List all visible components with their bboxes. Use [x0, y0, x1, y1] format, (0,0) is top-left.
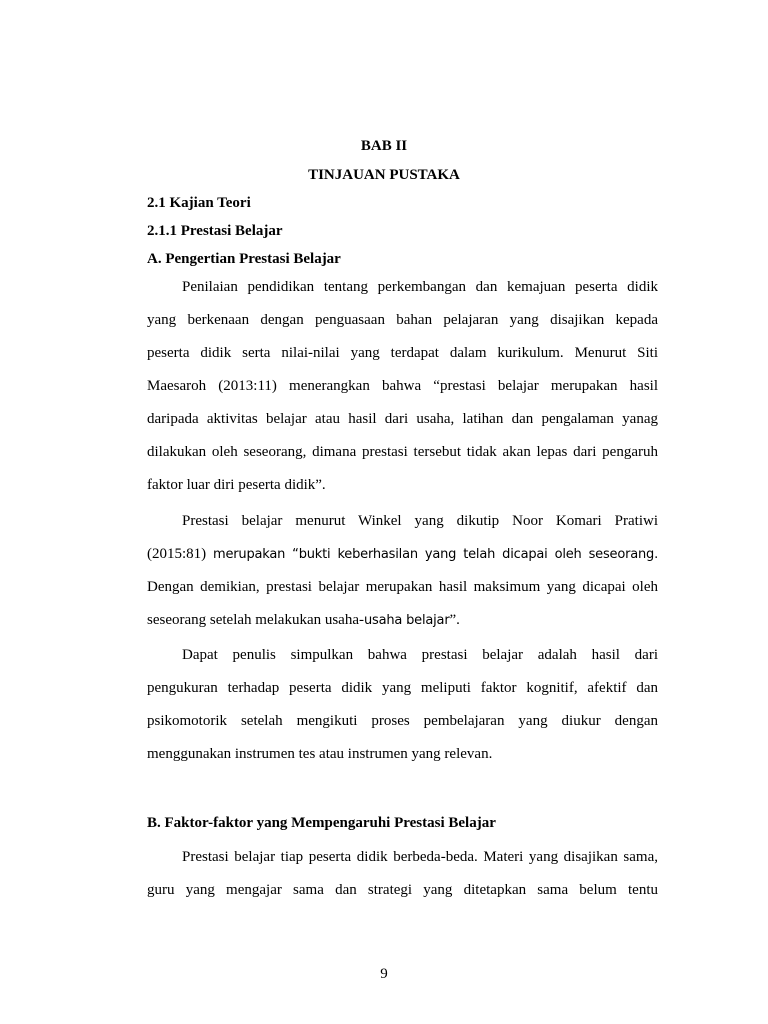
paragraph-line: daripada aktivitas belajar atau hasil dari usaha, latihan dan pengalaman yanag — [147, 411, 658, 427]
paragraph-line: menggunakan instrumen tes atau instrumen yang relevan. — [147, 746, 493, 762]
heading-a: A. Pengertian Prestasi Belajar — [147, 251, 341, 267]
paragraph-line: Dengan demikian, prestasi belajar merupakan hasil maksimum yang dicapai oleh — [147, 579, 658, 595]
paragraph-line: pengukuran terhadap peserta didik yang meliputi faktor kognitif, afektif dan — [147, 680, 658, 696]
quote-text: seseorang setelah melakukan usaha- — [147, 612, 364, 628]
paragraph-4 — [147, 847, 658, 913]
quote-text-sans: usaha belajar — [364, 613, 450, 628]
chapter-title: TINJAUAN PUSTAKA — [308, 167, 460, 183]
paragraph-line: Prestasi belajar menurut Winkel yang dikutip Noor Komari Pratiwi — [182, 513, 658, 529]
citation-year: (2015:81) — [147, 546, 207, 562]
paragraph-line — [147, 610, 658, 643]
paragraph-line: Dapat penulis simpulkan bahwa prestasi belajar adalah hasil dari — [182, 647, 658, 663]
subsection-heading: 2.1.1 Prestasi Belajar — [147, 223, 283, 239]
paragraph-line — [147, 544, 658, 577]
paragraph-line: dilakukan oleh seseorang, dimana prestasi tersebut tidak akan lepas dari pengaruh — [147, 444, 658, 460]
paragraph-line: peserta didik serta nilai-nilai yang terdapat dalam kurikulum. Menurut Siti — [147, 345, 658, 361]
chapter-label: BAB II — [360, 138, 408, 154]
paragraph-line: Prestasi belajar tiap peserta didik berbeda-beda. Materi yang disajikan sama, — [182, 849, 658, 865]
paragraph-1 — [147, 277, 658, 508]
page-number: 9 — [380, 966, 388, 982]
paragraph-line: Maesaroh (2013:11) menerangkan bahwa “prestasi belajar merupakan hasil — [147, 378, 658, 394]
paragraph-3 — [147, 645, 658, 777]
paragraph-line: yang berkenaan dengan penguasaan bahan pelajaran yang disajikan kepada — [147, 312, 658, 328]
paragraph-2 — [147, 511, 658, 643]
quote-close: ”. — [449, 612, 460, 628]
heading-b: B. Faktor-faktor yang Mempengaruhi Prestasi Belajar — [147, 815, 496, 831]
section-heading: 2.1 Kajian Teori — [147, 195, 251, 211]
paragraph-line: psikomotorik setelah mengikuti proses pembelajaran yang diukur dengan — [147, 713, 658, 729]
paragraph-line: Penilaian pendidikan tentang perkembangan dan kemajuan peserta didik — [182, 279, 658, 295]
quote-text: merupakan “bukti keberhasilan yang telah dicapai oleh seseorang. — [213, 547, 659, 562]
paragraph-line: faktor luar diri peserta didik”. — [147, 477, 326, 493]
paragraph-line: guru yang mengajar sama dan strategi yang ditetapkan sama belum tentu — [147, 882, 658, 898]
